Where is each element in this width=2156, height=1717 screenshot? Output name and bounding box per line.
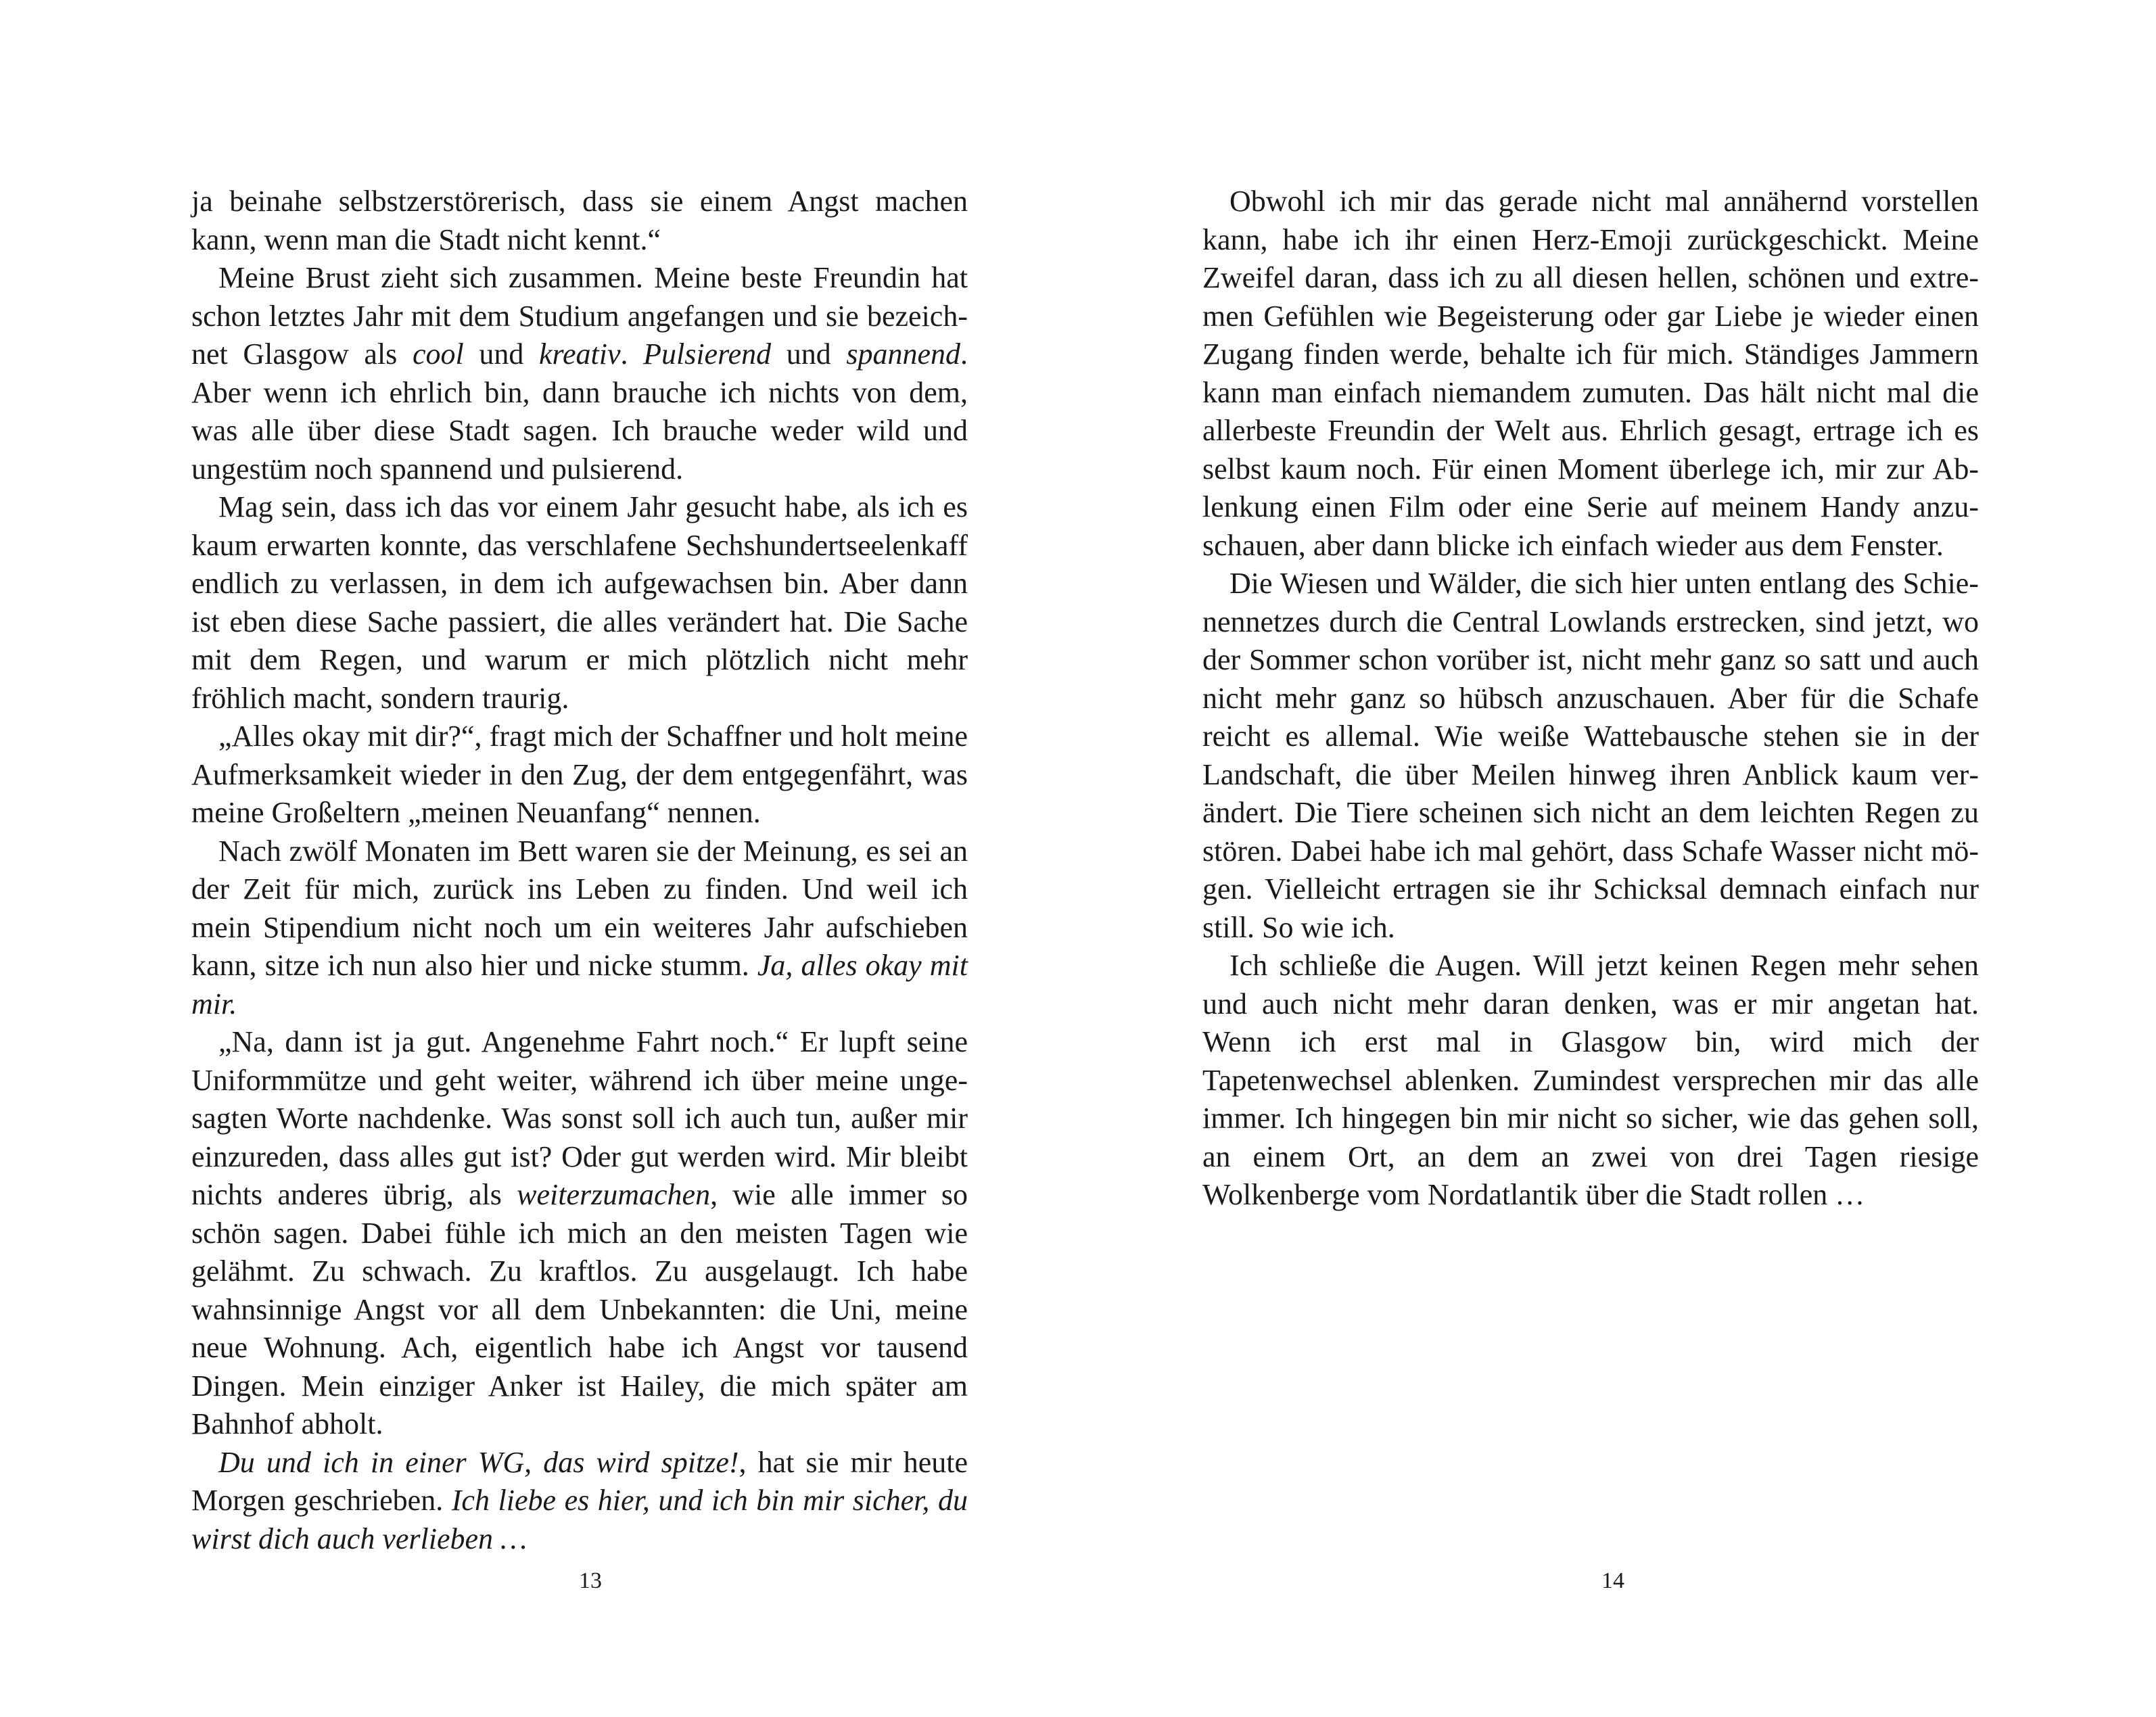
italic-text: Ja, alles okay mit mir.	[191, 949, 968, 1020]
paragraph	[191, 832, 968, 1024]
paragraph	[191, 488, 968, 718]
italic-text: spannend	[846, 337, 961, 371]
page-number-right: 14	[1601, 1568, 1624, 1593]
text-run: . Aber wenn ich ehrlich bin, dann brauche ich nichts von dem, was alle über diese Stadt sagen. Ich brauche weder wild und ungestüm noch spannend und pulsierend.	[191, 337, 968, 486]
text-run: „Na, dann ist ja gut. Angenehme Fahrt noch.“ Er lupft seine Uniformmütze und geht weiter, während ich über meine ungesagten Worte nachdenke. Was sonst soll ich auch tun, außer mir einzureden, dass alles gut ist? Oder gut werden wird. Mir bleibt nichts anderes übrig, als	[191, 1025, 968, 1211]
paragraph	[1202, 183, 1979, 565]
page-number-left: 13	[579, 1568, 602, 1593]
text-run: Nach zwölf Monaten im Bett waren sie der Meinung, es sei an der Zeit für mich, zurück ins Leben zu finden. Und weil ich mein Stipendium nicht noch um ein weiteres Jahr aufschieben kann, sitze ich nun also hier und nicke stumm.	[191, 834, 968, 982]
italic-text: Pulsierend	[643, 337, 772, 371]
paragraph	[191, 1444, 968, 1559]
text-run: , hat sie mir heute Morgen geschrieben.	[191, 1445, 968, 1517]
text-run: und	[463, 337, 539, 371]
paragraph	[191, 183, 968, 259]
italic-text: kreativ	[538, 337, 621, 371]
text-run: Obwohl ich mir das gerade nicht mal annähernd vorstellen kann, habe ich ihr einen Herz-Emoji zurückgeschickt. Meine Zweifel daran, dass ich zu all diesen hellen, schönen und extremen Gefühlen wie Begeisterung oder gar Liebe je wieder einen Zugang finden werde, behalte ich für mich. Ständiges Jammern kann man einfach niemandem zumuten. Das hält nicht mal die allerbeste Freundin der Welt aus. Ehrlich gesagt, ertrage ich es selbst kaum noch. Für einen Moment überlege ich, mir zur Ablenkung einen Film oder eine Serie auf meinem Handy anzuschauen, aber dann blicke ich einfach wieder aus dem Fenster.	[1202, 185, 1979, 562]
text-run: ja beinahe selbstzerstörerisch, dass sie einem Angst machen kann, wenn man die Stadt nicht kennt.“	[191, 185, 968, 256]
paragraph	[1202, 947, 1979, 1215]
right-page-text	[1202, 183, 1979, 1215]
text-run: „Alles okay mit dir?“, fragt mich der Schaffner und holt meine Aufmerksamkeit wieder in den Zug, der dem entgegenfährt, was meine Großeltern „meinen Neuanfang“ nennen.	[191, 720, 968, 829]
text-run: Mag sein, dass ich das vor einem Jahr gesucht habe, als ich es kaum erwarten konnte, das verschlafene Sechshundertseelenkaff endlich zu verlassen, in dem ich aufgewachsen bin. Aber dann ist eben diese Sache passiert, die alles verändert hat. Die Sache mit dem Regen, und warum er mich plötzlich nicht mehr fröhlich macht, sondern traurig.	[191, 490, 968, 715]
text-run: Meine Brust zieht sich zusammen. Meine beste Freundin hat schon letztes Jahr mit dem Studium angefangen und sie bezeichnet Glasgow als	[191, 261, 968, 371]
text-run: .	[620, 337, 644, 371]
left-page-text	[191, 183, 968, 1558]
paragraph	[191, 718, 968, 832]
text-run: und	[771, 337, 847, 371]
italic-text: weiterzumachen	[517, 1178, 711, 1211]
italic-text: Du und ich in einer WG, das wird spitze!	[218, 1445, 739, 1479]
italic-text: Ich liebe es hier, und ich bin mir sicher, du wirst dich auch verlieben …	[191, 1484, 968, 1555]
paragraph	[191, 1023, 968, 1444]
paragraph	[191, 259, 968, 488]
text-run: Die Wiesen und Wälder, die sich hier unten entlang des Schienennetzes durch die Central Lowlands erstrecken, sind jetzt, wo der Sommer schon vorüber ist, nicht mehr ganz so satt und auch nicht mehr ganz so hübsch anzuschauen. Aber für die Schafe reicht es allemal. Wie weiße Wattebausche stehen sie in der Landschaft, die über Meilen hinweg ihren Anblick kaum verändert. Die Tiere scheinen sich nicht an dem leichten Regen zu stören. Dabei habe ich mal gehört, dass Schafe Wasser nicht mögen. Vielleicht ertragen sie ihr Schicksal demnach einfach nur still. So wie ich.	[1202, 567, 1979, 944]
text-run: , wie alle immer so schön sagen. Dabei fühle ich mich an den meisten Tagen wie gelähmt. Zu schwach. Zu kraftlos. Zu ausgelaugt. Ich habe wahnsinnige Angst vor all dem Unbekannten: die Uni, meine neue Wohnung. Ach, eigentlich habe ich Angst vor tausend Dingen. Mein einziger Anker ist Hailey, die mich später am Bahnhof abholt.	[191, 1178, 968, 1440]
text-run: Ich schließe die Augen. Will jetzt keinen Regen mehr sehen und auch nicht mehr daran denken, was er mir angetan hat. Wenn ich erst mal in Glasgow bin, wird mich der Tapetenwechsel ablenken. Zumindest versprechen mir das alle immer. Ich hingegen bin mir nicht so sicher, wie das gehen soll, an einem Ort, an dem an zwei von drei Tagen riesige Wolkenberge vom Nordatlantik über die Stadt rollen …	[1202, 949, 1979, 1211]
italic-text: cool	[412, 337, 464, 371]
paragraph	[1202, 565, 1979, 947]
right-page	[1078, 0, 2156, 1717]
